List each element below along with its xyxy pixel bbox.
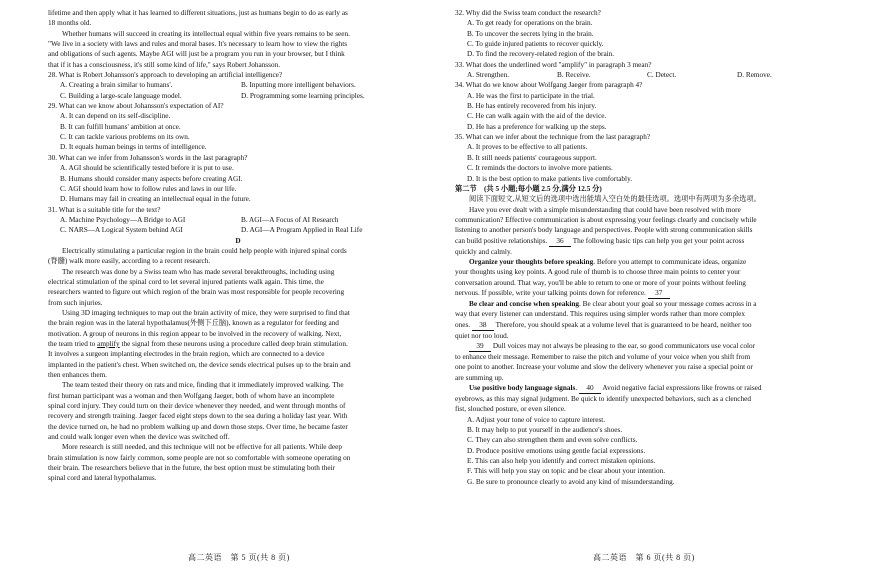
option-text: B. AGI—A Focus of AI Research	[241, 215, 339, 224]
text-line	[455, 288, 837, 299]
option-text: C. Building a large-scale language model.	[60, 91, 182, 100]
text-line: D. He has a preference for walking up the steps.	[467, 122, 607, 131]
text-line: F. This will help you stay on topic and be clear about your intention.	[467, 467, 666, 476]
text-line: listening to another person's body language and perspectives. People with strong communication skills	[455, 226, 753, 235]
text-line: recovery and strength training. Jaeger faced eight steps down to the sea during a holiday last year. With	[48, 412, 348, 421]
text-span: Therefore, you should speak at a volume level that is guaranteed to be heard, neither too	[493, 320, 752, 329]
text-line: D. It is the best option to make patients live comfortably.	[467, 174, 633, 183]
text-line: the device turned on, he had no problem walking up and down those steps. Over time, he became faster	[48, 422, 348, 431]
text-line: and obligations of such agents. Maybe AGI will just be a program you run in your browser, but I think	[48, 50, 345, 59]
answer-blank: 36	[549, 237, 571, 247]
text-line: first human participant was a woman and then Wolfgang Jaeger, both of whom have an incomplete	[48, 391, 335, 400]
text-line: E. This can also help you identify and correct mistaken opinions.	[467, 457, 656, 466]
page-footer-left: 高二英语 第 5 页(共 8 页)	[188, 553, 290, 562]
text-line	[455, 383, 837, 394]
text-span: nervous. If possible, write your talking points down for reference.	[455, 288, 648, 297]
text-line: A. Adjust your tone of voice to capture interest.	[467, 415, 606, 424]
text-line	[48, 339, 428, 349]
text-line: B. It can fulfill humans' ambition at once.	[60, 122, 181, 131]
text-line: C. It reminds the doctors to involve more patients.	[467, 164, 613, 173]
option-text: A. Strengthen.	[467, 71, 510, 80]
text-line: 34. What do we know about Wolfgang Jaeger from paragraph 4?	[455, 81, 643, 90]
text-line: D. Humans may fail in creating an intellectual equal in the future.	[60, 195, 251, 204]
text-line: implanted in the patient's chest. When switched on, the device sends electrical pulses up to the brain and	[48, 360, 351, 369]
text-line: quiet nor too loud.	[455, 331, 509, 340]
text-line: It involves a surgeon implanting electrodes in the brain region, which are connected to a device	[48, 350, 325, 359]
text-line: D. To find the recovery-related region of the brain.	[467, 50, 615, 59]
text-line: fist, slouched posture, or even silence.	[455, 405, 566, 414]
text-span: the team tried to	[48, 340, 98, 348]
text-line: A. He was the first to participate in the trial.	[467, 91, 595, 100]
text-line: 第二节 (共 5 小题;每小题 2.5 分,满分 12.5 分)	[455, 184, 602, 193]
text-line: Whether humans will succeed in creating its intellectual equal within five years remains to be seen.	[62, 29, 350, 38]
option-text: D. AGI—A Program Applied in Real Life	[241, 226, 363, 235]
underlined-word: amplify	[97, 340, 120, 348]
text-line: 30. What can we infer from Johansson's words in the last paragraph?	[48, 153, 248, 162]
page-footer-right: 高二英语 第 6 页(共 8 页)	[593, 553, 695, 562]
text-line: 18 months old.	[48, 19, 92, 28]
text-span: Avoid negative facial expressions like frowns or raised	[600, 384, 762, 392]
text-line: spinal cord injury. They could turn on their device whenever they needed, and went through months of	[48, 402, 346, 411]
option-text: A. Creating a brain similar to humans'.	[60, 81, 173, 90]
text-span: the signal from these neurons using a procedure called deep brain stimulation.	[119, 340, 348, 348]
text-line: eyebrows, as this may signal judgment. Be quick to identify unexpected behaviors, such as a clenched	[455, 395, 751, 403]
answer-blank: 40	[579, 384, 601, 394]
text-line: 29. What can we know about Johansson's expectation of AI?	[48, 102, 224, 111]
text-line: More research is still needed, and this technique will not be effective for all patients. While deep	[62, 443, 342, 452]
text-line: B. Humans should consider many aspects before creating AGI.	[60, 174, 243, 183]
text-line: C. To guide injured patients to recover quickly.	[467, 40, 604, 49]
text-line: 35. What can we infer about the technique from the last paragraph?	[455, 133, 651, 142]
text-line: are summing up.	[455, 373, 504, 382]
text-line: and could walk longer even when the device was switched off.	[48, 433, 230, 442]
text-line: "We live in a society with laws and rules and moral bases. It's necessary to learn how to view the rights	[48, 40, 348, 49]
text-line: G. Be sure to pronounce clearly to avoid any kind of misunderstanding.	[467, 477, 675, 486]
text-line	[48, 215, 428, 225]
answer-blank: 39	[469, 342, 491, 352]
text-line: motivation. A group of neurons in this region appear to be involved in the recovery of walking. Next,	[48, 329, 342, 338]
text-line: communication? Effective communication is about expressing your feelings clearly and concisely while	[455, 215, 757, 224]
text-line: The research was done by a Swiss team who has made several breakthroughs, including using	[62, 267, 335, 276]
text-line: to enhance their message. Remember to raise the pitch and volume of your voice when you shift from	[455, 352, 751, 361]
option-text: B. Receive.	[557, 71, 591, 80]
text-line: C. It can tackle various problems on its own.	[60, 133, 190, 142]
option-text: D. Programming some learning principles.	[241, 91, 365, 100]
text-line: their brain. The researchers believe that in the future, the best option must be stimulating both their	[48, 464, 335, 473]
text-line	[455, 341, 837, 352]
text-line: D. It equals human beings in terms of intelligence.	[60, 143, 207, 152]
text-line: The team tested their theory on rats and mice, finding that it immediately improved walking. The	[62, 381, 344, 390]
text-line: the brain region was in the lateral hypothalamus(外侧下丘脑), known as a regulator for feeding and	[48, 319, 339, 328]
text-line: conversation around. That way, you'll be able to return to one or more of your points without feeling	[455, 278, 746, 287]
text-line: C. AGI should learn how to follow rules and laws in our life.	[60, 184, 237, 193]
option-text: C. NARS—A Logical System behind AGI	[60, 226, 183, 235]
option-text: A. Machine Psychology—A Bridge to AGI	[60, 215, 186, 224]
text-span: . Before you attempt to communicate ideas, organize	[593, 257, 747, 266]
paragraph-heading: Organize your thoughts before speaking	[469, 257, 594, 266]
text-line: brain stimulation is now fairly common, some people are not so comfortable with someone operating on	[48, 453, 351, 462]
text-line: D. Produce positive emotions using gentle facial expressions.	[467, 446, 646, 455]
text-span: ones.	[455, 320, 472, 329]
text-line: B. He has entirely recovered from his injury.	[467, 102, 597, 111]
left-column	[48, 8, 428, 484]
text-line: 阅读下面短文,从短文后的选项中选出能填入空白处的最佳选项。选项中有两项为多余选项。	[469, 195, 761, 204]
text-span: The following basic tips can help you get your point across	[571, 236, 745, 245]
text-line: lifetime and then apply what it has learned to different situations, just as humans begin to do as early as	[48, 9, 348, 17]
option-text: D. Remove.	[737, 71, 772, 80]
text-line	[455, 257, 837, 267]
answer-blank: 38	[472, 321, 494, 331]
text-line: researchers wanted to figure out which region of the brain was most responsible for people recovering	[48, 288, 345, 297]
text-line: that if it has a consciousness, it's still some kind of life," says Robert Johansson.	[48, 60, 281, 69]
option-text: B. Inputting more intelligent behaviors.	[241, 81, 356, 90]
text-line: 31. What is a suitable title for the text?	[48, 205, 161, 214]
text-line: B. It still needs patients' courageous support.	[467, 153, 597, 162]
text-line: spinal cord and lateral hypothalamus.	[48, 474, 157, 483]
text-line: quickly and calmly.	[455, 247, 512, 256]
text-line: 33. What does the underlined word "amplify" in paragraph 3 mean?	[455, 60, 652, 69]
text-line: (脊髓) walk more easily, according to a recent research.	[48, 257, 211, 266]
paragraph-heading: Be clear and concise when speaking	[469, 299, 580, 308]
text-span: . Be clear about your goal so your message comes across in a	[579, 299, 757, 308]
text-line: then enhances them.	[48, 371, 107, 380]
text-line	[455, 70, 837, 80]
text-line	[48, 225, 428, 235]
text-line: 28. What is Robert Johansson's approach to developing an artificial intelligence?	[48, 71, 283, 80]
text-line: electrical stimulation of the spinal cord to let several injured patients walk again. This time, the	[48, 277, 324, 286]
text-line: from such injuries.	[48, 298, 103, 307]
paragraph-heading: Use positive body language signals	[469, 384, 576, 392]
text-line	[48, 80, 428, 90]
text-line: C. They can also strengthen them and even solve conflicts.	[467, 436, 638, 445]
text-line	[455, 236, 837, 247]
text-line: your thoughts using key points. A good rule of thumb is to choose three main points to center your	[455, 268, 741, 277]
text-line: A. To get ready for operations on the brain.	[467, 19, 593, 28]
text-span: .	[575, 384, 579, 392]
text-line: B. To uncover the secrets lying in the brain.	[467, 29, 594, 38]
text-line: one point to another. Increase your volume and slow the delivery whenever you raise a special point or	[455, 363, 753, 372]
text-line: D	[235, 236, 241, 245]
answer-blank: 37	[648, 289, 670, 299]
text-line: way that every listener can understand. This requires using simpler words rather than more complex	[455, 310, 745, 319]
text-line: A. It can depend on its self-discipline.	[60, 112, 171, 121]
text-line: A. AGI should be scientifically tested before it is put to use.	[60, 164, 234, 173]
text-line	[455, 320, 837, 331]
text-span: can build positive relationships.	[455, 236, 550, 245]
text-line: Electrically stimulating a particular region in the brain could help people with injured spinal cords	[62, 246, 347, 255]
text-line	[455, 299, 837, 309]
text-line: Have you ever dealt with a simple misunderstanding that could have been resolved with more	[469, 205, 741, 214]
text-line: B. It may help to put yourself in the audience's shoes.	[467, 426, 623, 435]
right-column	[455, 8, 837, 487]
text-line: 32. Why did the Swiss team conduct the research?	[455, 9, 601, 17]
text-line: Using 3D imaging techniques to map out the brain activity of mice, they were surprised to find that	[62, 308, 350, 317]
text-line	[48, 91, 428, 101]
text-line: A. It proves to be effective to all patients.	[467, 143, 588, 152]
text-span: Dull voices may not always be pleasing to the ear, so good communicators use vocal color	[491, 341, 756, 350]
text-line: C. He can walk again with the aid of the device.	[467, 112, 607, 121]
option-text: C. Detect.	[647, 71, 677, 80]
